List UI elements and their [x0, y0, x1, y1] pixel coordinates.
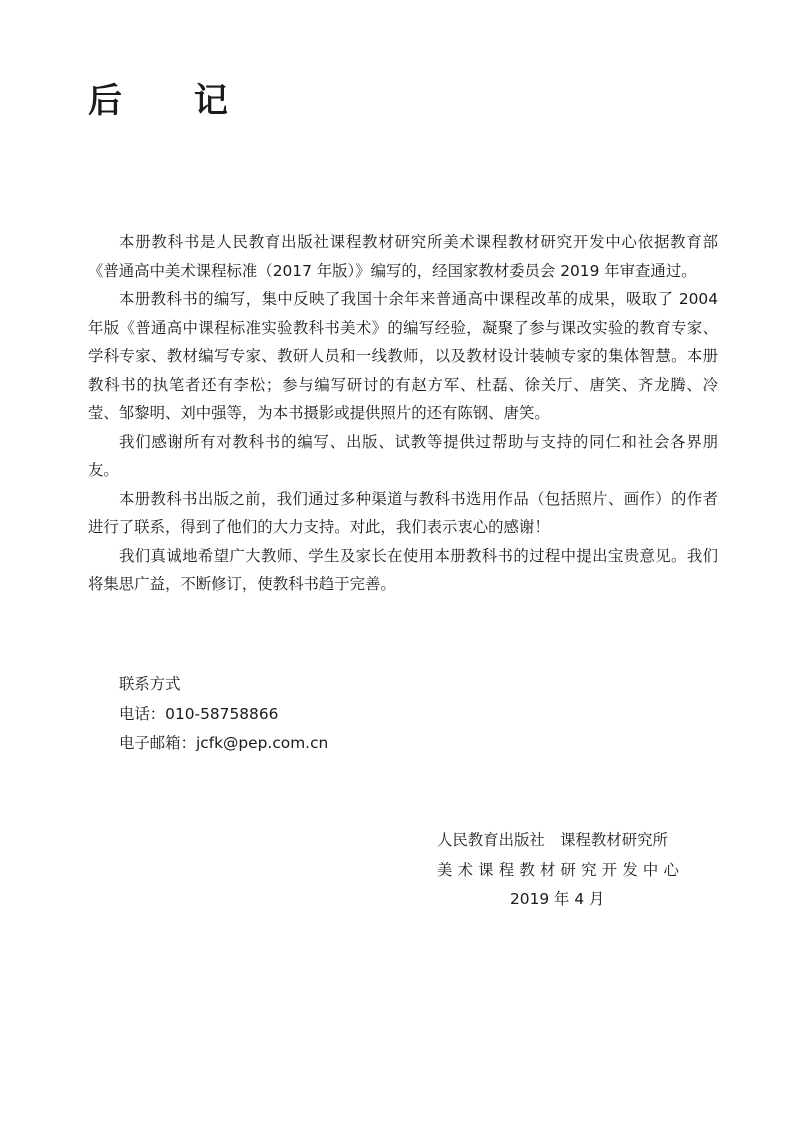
signature-publisher: 人民教育出版社 课程教材研究所 [437, 831, 668, 849]
paragraph-thanks: 我们感谢所有对教科书的编写、出版、试教等提供过帮助与支持的同仁和社会各界朋友。 [88, 432, 718, 479]
page-title: 后 记 [88, 81, 258, 121]
paragraph-authors: 本册教科书的编写，集中反映了我国十余年来普通高中课程改革的成果，吸取了 2004 年版《普通高中课程标准实验教科书美术》的编写经验，凝聚了参与课改实验的教育专家、学科专家、教材编写专家、教研人员和一线教师，以及教材设计装帧专家的集体智慧。本册教科书的执笔者还有李松；参与编写研讨的有赵方军、杜磊、徐关厅、唐笑、齐龙腾、冷莹、邹黎明、刘中强等，为本书摄影或提供照片的还有陈钢、唐笑。 [88, 290, 718, 422]
signature-date: 2019 年 4 月 [510, 890, 605, 908]
signature-block [400, 826, 700, 915]
paragraph-compilation-basis: 本册教科书是人民教育出版社课程教材研究所美术课程教材研究开发中心依据教育部《普通高中美术课程标准（2017 年版）》编写的，经国家教材委员会 2019 年审查通过。 [88, 233, 718, 280]
contact-info [119, 670, 519, 759]
signature-department: 美术课程教材研究开发中心 [437, 860, 685, 879]
afterword-body [88, 228, 718, 599]
contact-phone: 电话：010-58758866 [119, 704, 279, 723]
contact-email: 电子邮箱：jcfk@pep.com.cn [119, 734, 329, 752]
contact-heading: 联系方式 [119, 675, 181, 693]
paragraph-feedback-request: 我们真诚地希望广大教师、学生及家长在使用本册教科书的过程中提出宝贵意见。我们将集思广益，不断修订，使教科书趋于完善。 [88, 546, 718, 593]
paragraph-copyright-thanks: 本册教科书出版之前，我们通过多种渠道与教科书选用作品（包括照片、画作）的作者进行了联系，得到了他们的大力支持。对此，我们表示衷心的感谢！ [88, 489, 718, 536]
